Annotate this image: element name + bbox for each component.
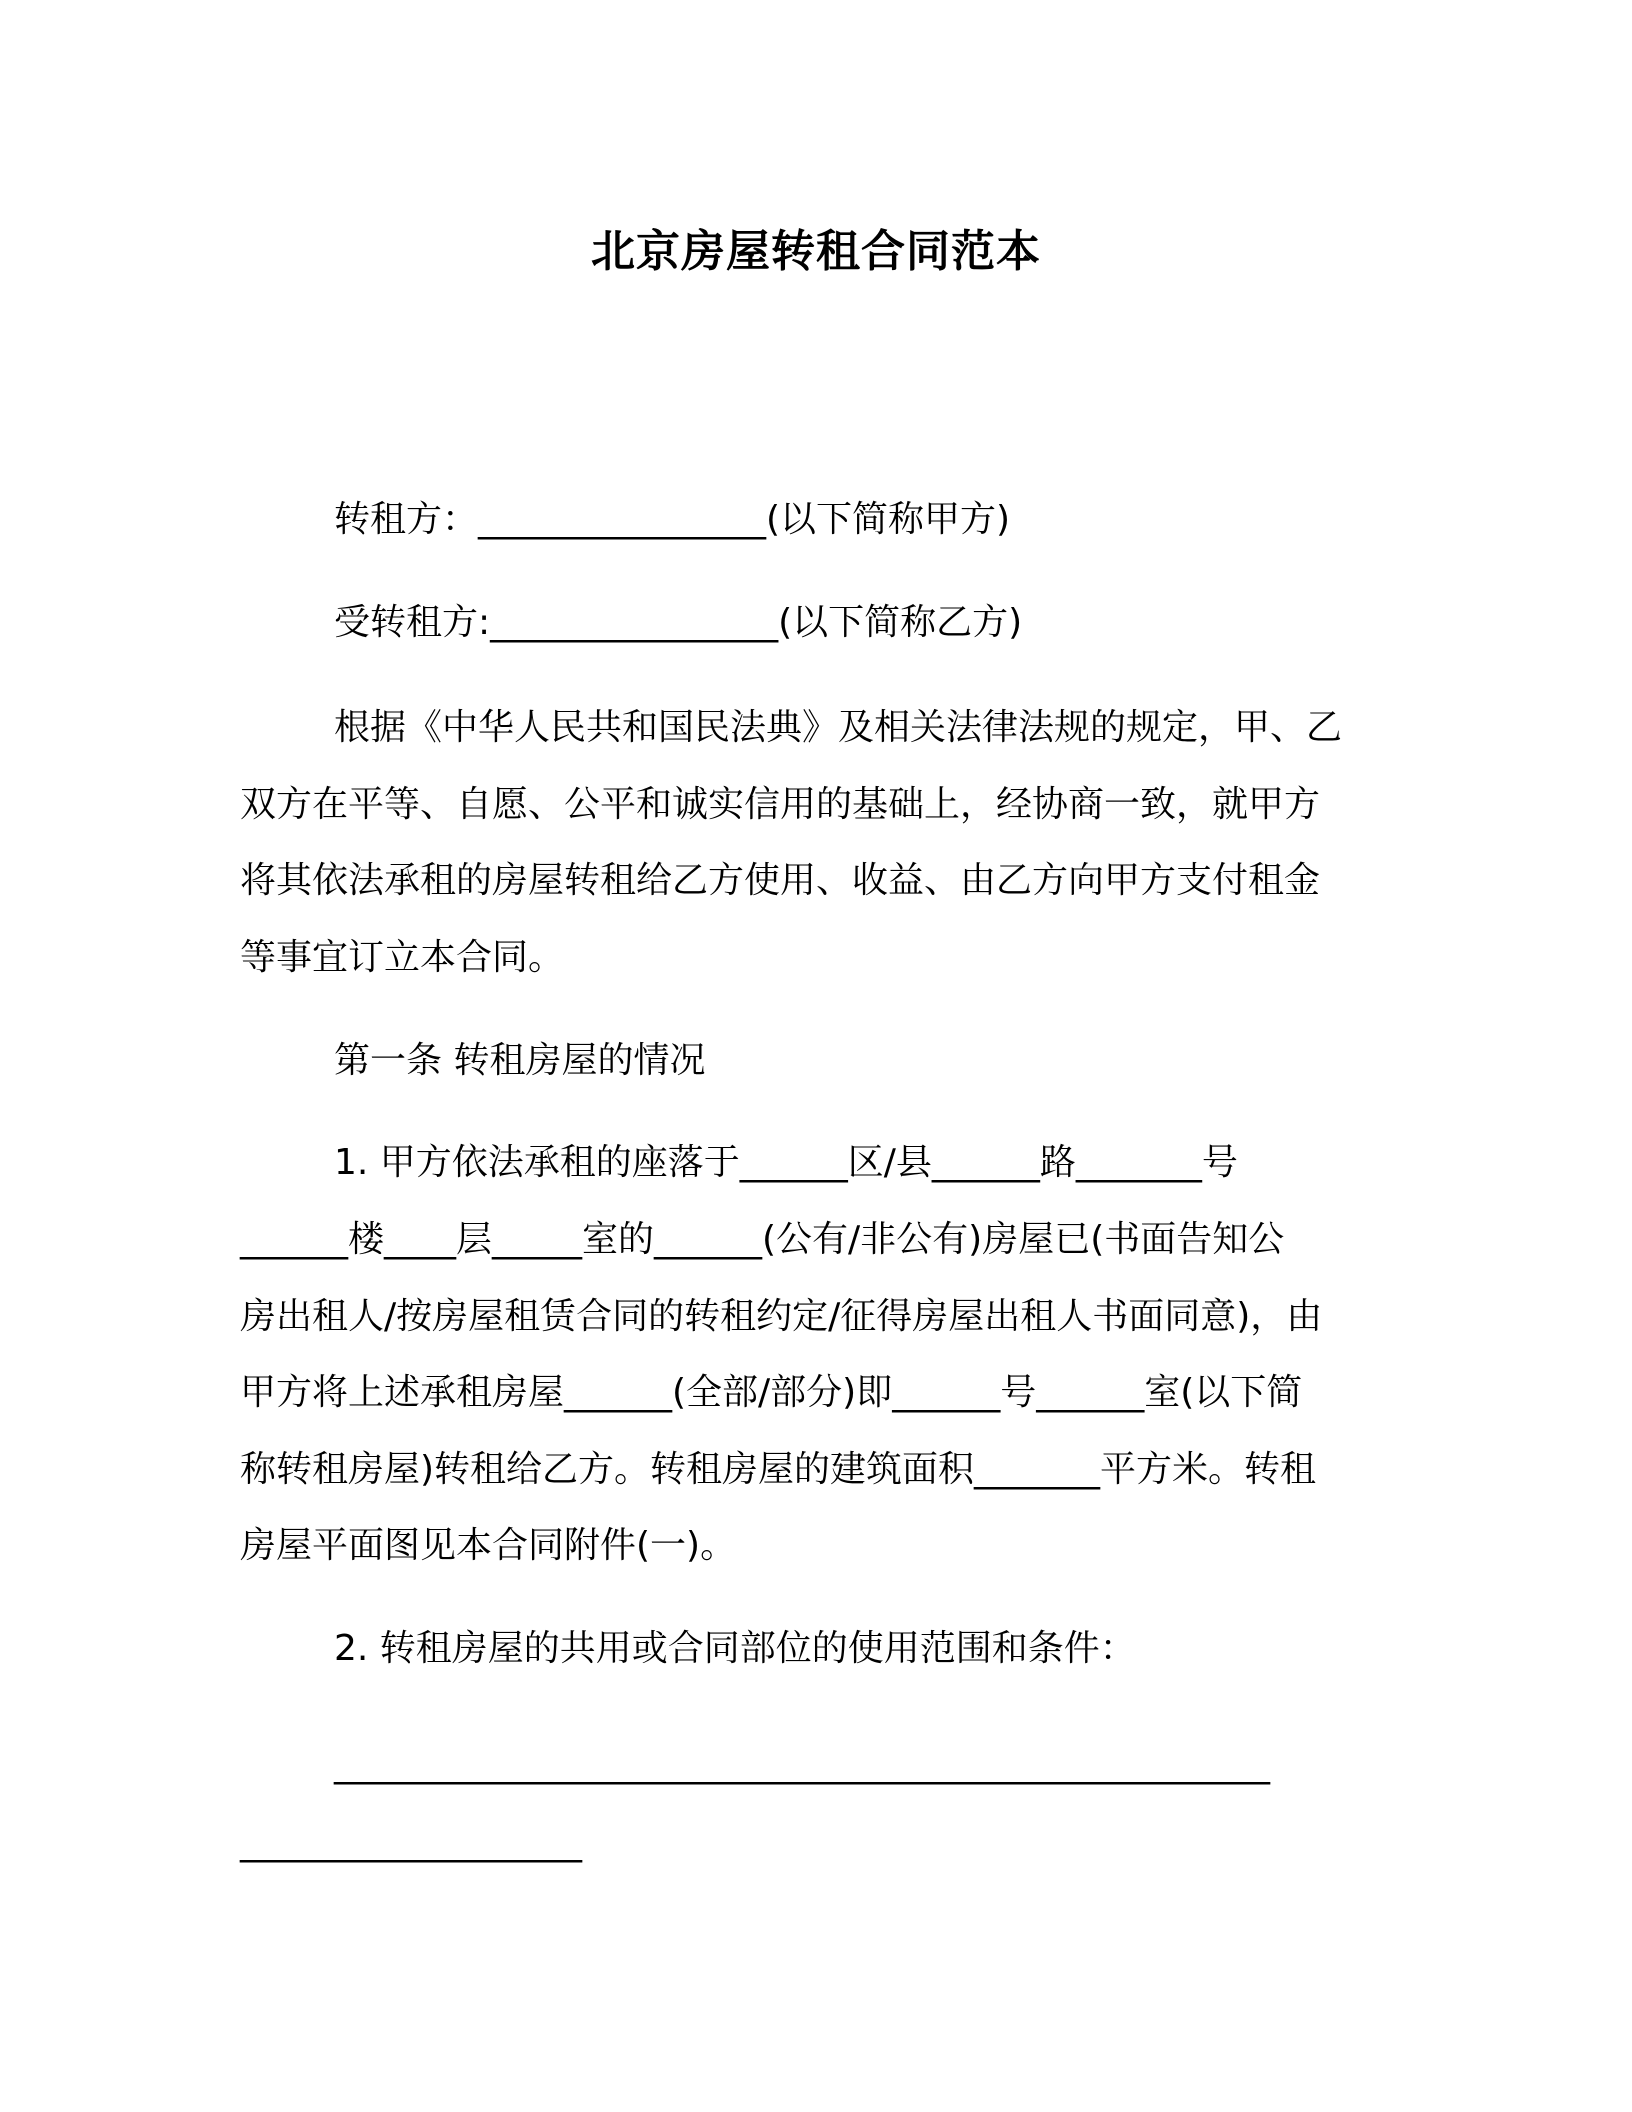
document-title: 北京房屋转租合同范本 xyxy=(591,226,1041,277)
clause-line: 房出租人/按房屋租赁合同的转租约定/征得房屋出租人书面同意)，由 xyxy=(240,1296,1323,1337)
party-b-line: 受转租方:________________(以下简称乙方) xyxy=(334,602,1023,643)
article-heading: 第一条 转租房屋的情况 xyxy=(334,1040,706,1081)
clause-line: 称转租房屋)转租给乙方。转租房屋的建筑面积_______平方米。转租 xyxy=(240,1449,1317,1490)
clause-line: 房屋平面图见本合同附件(一)。 xyxy=(240,1525,737,1566)
blank-fill-line: ____________________________________________________ xyxy=(334,1744,1270,1785)
clause-line: ______楼____层_____室的______(公有/非公有)房屋已(书面告知公 xyxy=(240,1219,1285,1260)
clause-line: 甲方将上述承租房屋______(全部/部分)即______号______室(以下简 xyxy=(240,1372,1303,1413)
blank-fill-line: ___________________ xyxy=(240,1822,582,1863)
clause-line: 2. 转租房屋的共用或合同部位的使用范围和条件： xyxy=(334,1628,1136,1669)
preamble-line: 将其依法承租的房屋转租给乙方使用、收益、由乙方向甲方支付租金 xyxy=(240,860,1321,901)
party-a-line: 转租方：________________(以下简称甲方) xyxy=(334,499,1011,540)
preamble-line: 双方在平等、自愿、公平和诚实信用的基础上，经协商一致，就甲方 xyxy=(240,784,1321,825)
preamble-line: 等事宜订立本合同。 xyxy=(240,937,565,978)
preamble-line: 根据《中华人民共和国民法典》及相关法律法规的规定，甲、乙 xyxy=(334,707,1343,748)
clause-line: 1. 甲方依法承租的座落于______区/县______路_______号 xyxy=(334,1142,1238,1183)
